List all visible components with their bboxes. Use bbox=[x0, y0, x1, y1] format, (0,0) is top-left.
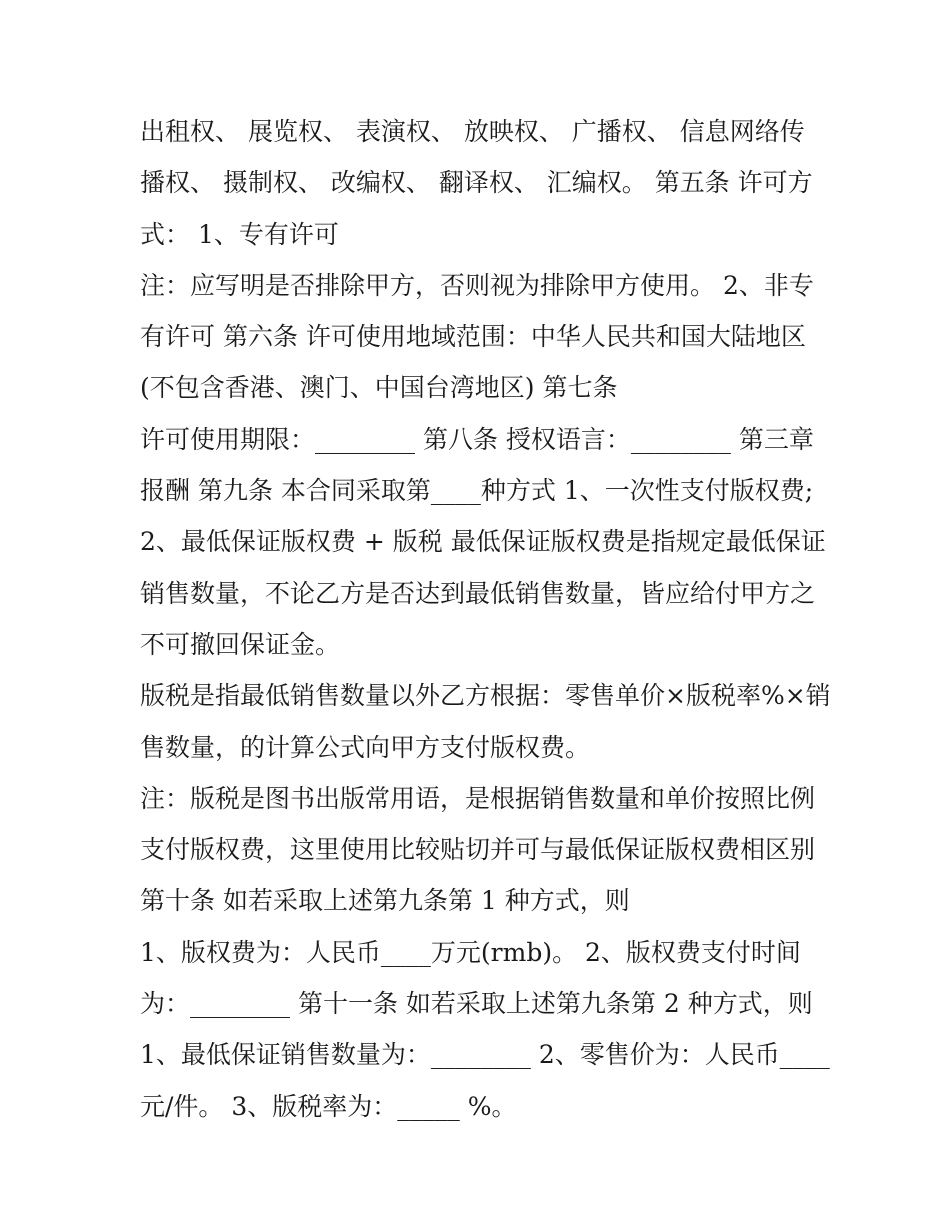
text-line: 元/件。 3、版税率为：_____ %。 bbox=[140, 1091, 517, 1121]
text-line: 1、最低保证销售数量为：________ 2、零售价为：人民币____ bbox=[140, 1040, 830, 1070]
text-line: 2、最低保证版权费 + 版税 最低保证版权费是指规定最低保证 bbox=[140, 527, 826, 557]
text-line: 播权、 摄制权、 改编权、 翻译权、 汇编权。 第五条 许可方 bbox=[140, 168, 813, 198]
text-line: 为：________ 第十一条 如若采取上述第九条第 2 种方式，则 bbox=[140, 989, 813, 1019]
contract-text-body bbox=[140, 106, 830, 1132]
text-line: 版税是指最低销售数量以外乙方根据：零售单价×版税率%×销 bbox=[140, 681, 831, 711]
text-line: 售数量，的计算公式向甲方支付版权费。 bbox=[140, 732, 591, 762]
text-line: (不包含香港、澳门、中国台湾地区) 第七条 bbox=[140, 373, 618, 403]
text-line: 1、版权费为：人民币____万元(rmb)。 2、版权费支付时间 bbox=[140, 937, 801, 967]
text-line: 许可使用期限：________ 第八条 授权语言：________ 第三章 bbox=[140, 424, 814, 454]
text-line: 注：应写明是否排除甲方，否则视为排除甲方使用。 2、非专 bbox=[140, 270, 814, 300]
text-line: 销售数量，不论乙方是否达到最低销售数量，皆应给付甲方之 bbox=[140, 578, 816, 608]
text-line: 注：版税是图书出版常用语，是根据销售数量和单价按照比例 bbox=[140, 783, 816, 813]
text-line: 式： 1、专有许可 bbox=[140, 219, 339, 249]
text-line: 报酬 第九条 本合同采取第____种方式 1、一次性支付版权费; bbox=[140, 476, 814, 506]
text-line: 支付版权费，这里使用比较贴切并可与最低保证版权费相区别 bbox=[140, 835, 816, 865]
text-line: 不可撤回保证金。 bbox=[140, 629, 341, 659]
text-line: 出租权、 展览权、 表演权、 放映权、 广播权、 信息网络传 bbox=[140, 117, 805, 146]
text-line: 有许可 第六条 许可使用地域范围：中华人民共和国大陆地区 bbox=[140, 322, 806, 352]
text-line: 第十条 如若采取上述第九条第 1 种方式，则 bbox=[140, 886, 630, 916]
